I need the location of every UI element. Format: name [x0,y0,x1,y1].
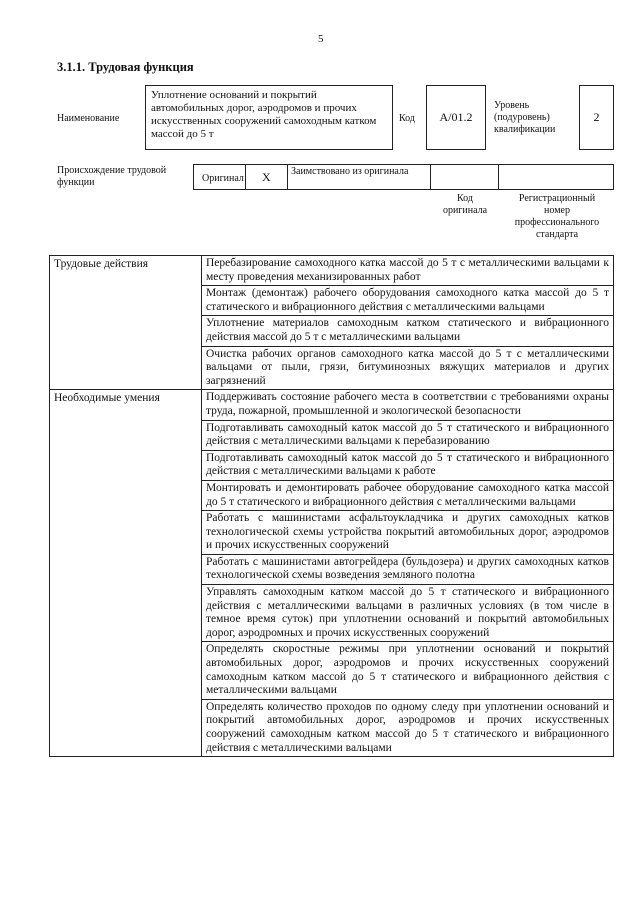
list-item: Управлять самоходным катком массой до 5 т статического и вибрационного действия с металлическими вальцами в различных условиях (в том числе в темное время суток) при уплотнении оснований и покрытий автомобильных дорог, аэродромных и прочих искусственных сооружений [202,585,614,642]
function-details-table [49,255,614,757]
origin-label: Происхождение трудовой функции [57,165,167,188]
list-item: Монтировать и демонтировать рабочее оборудование самоходного катка массой до 5 т статического и вибрационного действия с металлическими вальцами [202,480,614,510]
code-label: Код [399,113,415,124]
list-item: Монтаж (демонтаж) рабочего оборудования самоходного катка массой до 5 т статического и вибрационного действия с металлическими вальцами [202,286,614,316]
section-heading: 3.1.1. Трудовая функция [57,60,194,74]
table-row [50,390,614,420]
name-label: Наименование [57,113,120,124]
list-item: Перебазирование самоходного катка массой до 5 т с металлическими вальцами к месту проведения механизированных работ [202,256,614,286]
list-item: Поддерживать состояние рабочего места в соответствии с требованиями охраны труда, пожарной, промышленной и экологической безопасности [202,390,614,420]
level-value: 2 [579,85,614,150]
level-label: Уровень (подуровень) квалификации [494,100,556,135]
list-item: Подготавливать самоходный каток массой до 5 т статического и вибрационного действия с металлическими вальцами к работе [202,450,614,480]
reg-number-label: Регистрационный номер профессионального стандарта [514,193,600,240]
list-item: Уплотнение материалов самоходным катком статического и вибрационного действия массой до 5 т с металлическими вальцами [202,316,614,346]
borrowed-cell [287,165,431,189]
section-title-skills: Необходимые умения [50,390,202,757]
code-original-label: Код оригинала [442,193,488,216]
section-title-actions: Трудовые действия [50,256,202,390]
list-item: Определять количество проходов по одному следу при уплотнении оснований и покрытий автомобильных дорог, аэродромов и прочих искусственных сооружений самоходным катком массой до 5 т статического и вибрационного действия с металлическими вальцами [202,699,614,756]
original-mark-cell [245,165,288,189]
list-item: Очистка рабочих органов самоходного катка массой до 5 т с металлическими вальцами от пыли, грязи, битуминозных вяжущих материалов и других загрязнений [202,346,614,390]
original-cell [194,165,246,189]
function-name-value: Уплотнение оснований и покрытий автомобильных дорог, аэродромов и прочих искусственных сооружений самоходным катком массой до 5 т [145,85,393,150]
list-item: Работать с машинистами асфальтоукладчика и других самоходных катков технологической схемы устройства покрытий автомобильных дорог, аэродромов и прочих искусственных сооружений [202,511,614,555]
list-item: Работать с машинистами автогрейдера (бульдозера) и других самоходных катков технологической схемы возведения земляного полотна [202,554,614,584]
origin-table [193,164,614,190]
table-row [50,256,614,286]
code-original-cell [430,165,499,189]
list-item: Подготавливать самоходный каток массой до 5 т статического и вибрационного действия с металлическими вальцами к перебазированию [202,420,614,450]
borrowed-label: Заимствовано из оригинала [291,166,409,177]
page-number: 5 [318,33,324,45]
original-label: Оригинал [202,173,244,184]
code-value: А/01.2 [426,85,486,150]
list-item: Определять скоростные режимы при уплотнении оснований и покрытий автомобильных дорог, аэродромов и прочих искусственных сооружений самоходным катком массой до 5 т статического и вибрационного действия с металлическими вальцами [202,642,614,699]
original-mark: X [262,170,271,184]
